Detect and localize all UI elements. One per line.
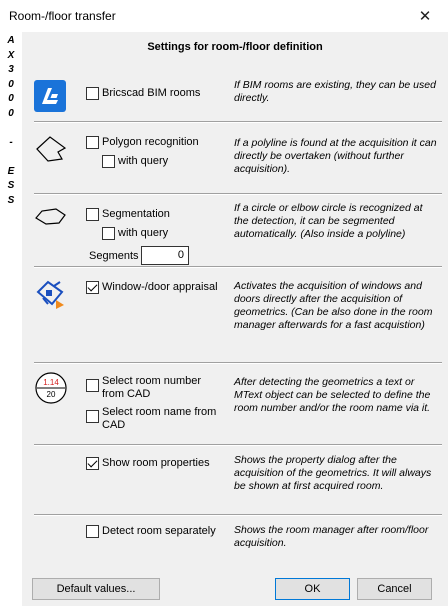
room-name-label: Select room name from CAD: [102, 406, 217, 431]
polygon-query-checkbox[interactable]: [102, 155, 168, 168]
separator: [34, 514, 442, 516]
room-name-checkbox[interactable]: [86, 406, 226, 432]
window-door-label: Window-/door appraisal: [102, 281, 218, 293]
room-name-box[interactable]: [86, 410, 99, 423]
sidebar-brand: [0, 32, 22, 606]
bricscad-bim-icon: [34, 80, 66, 112]
separator: [34, 193, 442, 195]
separator: [34, 444, 442, 446]
window-title: Room-/floor transfer: [9, 9, 116, 23]
detect-room-label: Detect room separately: [102, 525, 216, 537]
polygon-recognition-checkbox[interactable]: [86, 136, 199, 149]
room-properties-label: Show room properties: [102, 457, 210, 469]
bim-rooms-row: [22, 76, 442, 116]
dialog-client: [0, 32, 448, 606]
detect-room-box[interactable]: [86, 525, 99, 538]
sidebar-vertical-text: [4, 34, 18, 208]
window-door-box[interactable]: [86, 281, 99, 294]
room-number-label: Select room number from CAD: [102, 375, 202, 400]
room-number-checkbox[interactable]: [86, 375, 226, 401]
polygon-query-label: with query: [118, 155, 169, 167]
stamp-top-text: 1.14: [43, 378, 59, 387]
segmentation-checkbox[interactable]: [86, 208, 170, 221]
sidebar-char: [4, 150, 18, 165]
segmentation-query-box[interactable]: [102, 227, 115, 240]
room-number-row: [22, 366, 442, 450]
bim-rooms-description: If BIM rooms are existing, they can be used directly.: [234, 79, 436, 104]
room-properties-description: Shows the property dialog after the acquisition of the geometrics. It will always be shown at first acquired room.: [234, 454, 432, 492]
separator: [34, 266, 442, 268]
room-stamp-icon: [34, 371, 68, 405]
sidebar-char: 0: [8, 78, 14, 90]
sidebar-char: X: [7, 49, 15, 61]
close-icon[interactable]: ✕: [418, 8, 432, 25]
window-door-row: [22, 272, 442, 364]
ok-button[interactable]: OK: [275, 578, 350, 600]
detect-room-description: Shows the room manager after room/floor acquisition.: [234, 524, 429, 549]
bim-rooms-label: Bricscad BIM rooms: [102, 87, 201, 99]
polygon-description: If a polyline is found at the acquisition it can directly be overtaken (without further acquisition).: [234, 137, 437, 175]
room-properties-row: [22, 448, 442, 508]
segmentation-label: Segmentation: [102, 208, 170, 220]
window-door-checkbox[interactable]: [86, 281, 218, 294]
segmentation-box[interactable]: [86, 208, 99, 221]
sidebar-char: E: [7, 165, 15, 177]
segmentation-description: If a circle or elbow circle is recognized at the detection, it can be segmented automatically. (Also inside a polyline): [234, 202, 423, 240]
sidebar-char: A: [7, 35, 15, 46]
sidebar-char: S: [7, 180, 15, 191]
sidebar-char: 3: [8, 64, 14, 75]
polygon-icon: [34, 134, 68, 168]
polygon-row: [22, 126, 442, 190]
room-number-box[interactable]: [86, 379, 99, 392]
polygon-query-box[interactable]: [102, 155, 115, 168]
stamp-bottom-text: 20: [46, 390, 56, 399]
polygon-recognition-label: Polygon recognition: [102, 136, 199, 148]
separator: [34, 362, 442, 364]
section-heading: Settings for room-/floor definition: [147, 41, 323, 53]
room-properties-checkbox[interactable]: [86, 457, 210, 470]
polygon-recognition-box[interactable]: [86, 136, 99, 149]
sidebar-char: -: [9, 136, 13, 148]
room-properties-box[interactable]: [86, 457, 99, 470]
segmentation-query-label: with query: [118, 227, 169, 239]
segments-input[interactable]: 0: [141, 246, 189, 265]
cancel-button[interactable]: Cancel: [357, 578, 432, 600]
detect-room-row: [22, 518, 442, 558]
room-number-description: After detecting the geometrics a text or MText object can be selected to define the room number and/or the room name via it.: [234, 376, 431, 414]
segmentation-query-checkbox[interactable]: [102, 227, 168, 240]
window-door-icon: [34, 278, 68, 312]
sidebar-char: [4, 121, 18, 136]
sidebar-char: 0: [8, 107, 14, 119]
sidebar-char: S: [7, 194, 15, 206]
bim-rooms-checkbox[interactable]: [86, 87, 200, 100]
title-bar: [0, 0, 448, 32]
window-door-description: Activates the acquisition of windows and doors directly after the acquisition of geometrics. (Can be also done in the room manager afterwards for a fast acquistion): [234, 280, 433, 331]
default-values-button[interactable]: Default values...: [32, 578, 160, 600]
segments-label: Segments: [89, 250, 139, 262]
sidebar-char: 0: [8, 93, 14, 104]
segmentation-icon: [34, 206, 68, 240]
separator: [34, 121, 442, 123]
bim-rooms-box[interactable]: [86, 87, 99, 100]
detect-room-checkbox[interactable]: [86, 525, 216, 538]
